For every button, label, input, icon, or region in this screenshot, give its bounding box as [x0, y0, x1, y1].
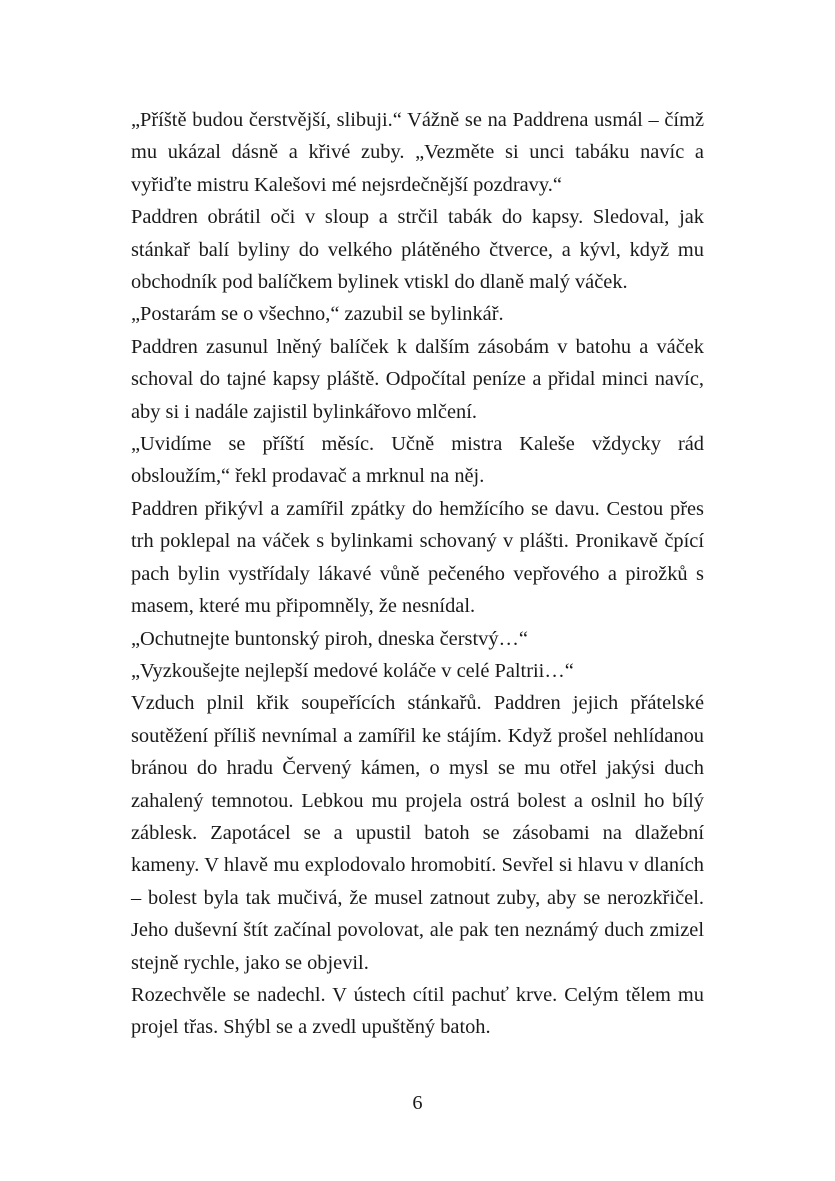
paragraph-3: „Postarám se o všechno,“ zazubil se bylinkář. [131, 303, 504, 326]
paragraph-1: „Příště budou čerstvější, slibuji.“ Vážně se na Paddrena usmál – čímž mu ukázal dásně a křivé zuby. „Vezměte si unci tabáku navíc a vyřiďte mistru Kalešovi mé nejsrdečnější pozdravy.“ [131, 109, 704, 196]
paragraph-8: „Vyzkoušejte nejlepší medové koláče v celé Paltrii…“ [131, 659, 574, 682]
body-text [131, 104, 704, 1044]
paragraph-10: Rozechvěle se nadechl. V ústech cítil pachuť krve. Celým tělem mu projel třas. Shýbl se a zvedl upuštěný batoh. [131, 983, 704, 1039]
paragraph-9: Vzduch plnil křik soupeřících stánkařů. Paddren jejich přátelské soutěžení příliš nevnímal a zamířil ke stájím. Když prošel nehlídanou bránou do hradu Červený kámen, o mysl se mu otřel jakýsi duch zahalený temnotou. Lebkou mu projela ostrá bolest a oslnil ho bílý záblesk. Zapotácel se a upustil batoh se zásobami na dlažební kameny. V hlavě mu explodovalo hromobití. Sevřel si hlavu v dlaních – bolest byla tak mučivá, že musel zatnout zuby, aby se nerozkřičel. Jeho duševní štít začínal povolovat, ale pak ten neznámý duch zmizel stejně rychle, jako se objevil. [131, 692, 704, 974]
paragraph-7: „Ochutnejte buntonský piroh, dneska čerstvý…“ [131, 627, 528, 650]
paragraph-5: „Uvidíme se příští měsíc. Učně mistra Kaleše vždycky rád obsloužím,“ řekl prodavač a mrknul na něj. [131, 433, 704, 488]
paragraph-4: Paddren zasunul lněný balíček k dalším zásobám v batohu a váček schoval do tajné kapsy pláště. Odpočítal peníze a přidal minci navíc, aby si i nadále zajistil bylinkářovo mlčení. [131, 335, 704, 423]
paragraph-6: Paddren přikývl a zamířil zpátky do hemžícího se davu. Cestou přes trh poklepal na váček s bylinkami schovaný v plášti. Pronikavě čpící pach bylin vystřídaly lákavé vůně pečeného vepřového a pirožků s masem, které mu připomněly, že nesnídal. [131, 497, 704, 618]
paragraph-2: Paddren obrátil oči v sloup a strčil tabák do kapsy. Sledoval, jak stánkař balí byliny do velkého plátěného čtverce, a kývl, když mu obchodník pod balíčkem bylinek vtiskl do dlaně malý váček. [131, 206, 704, 294]
page-number: 6 [412, 1092, 423, 1114]
